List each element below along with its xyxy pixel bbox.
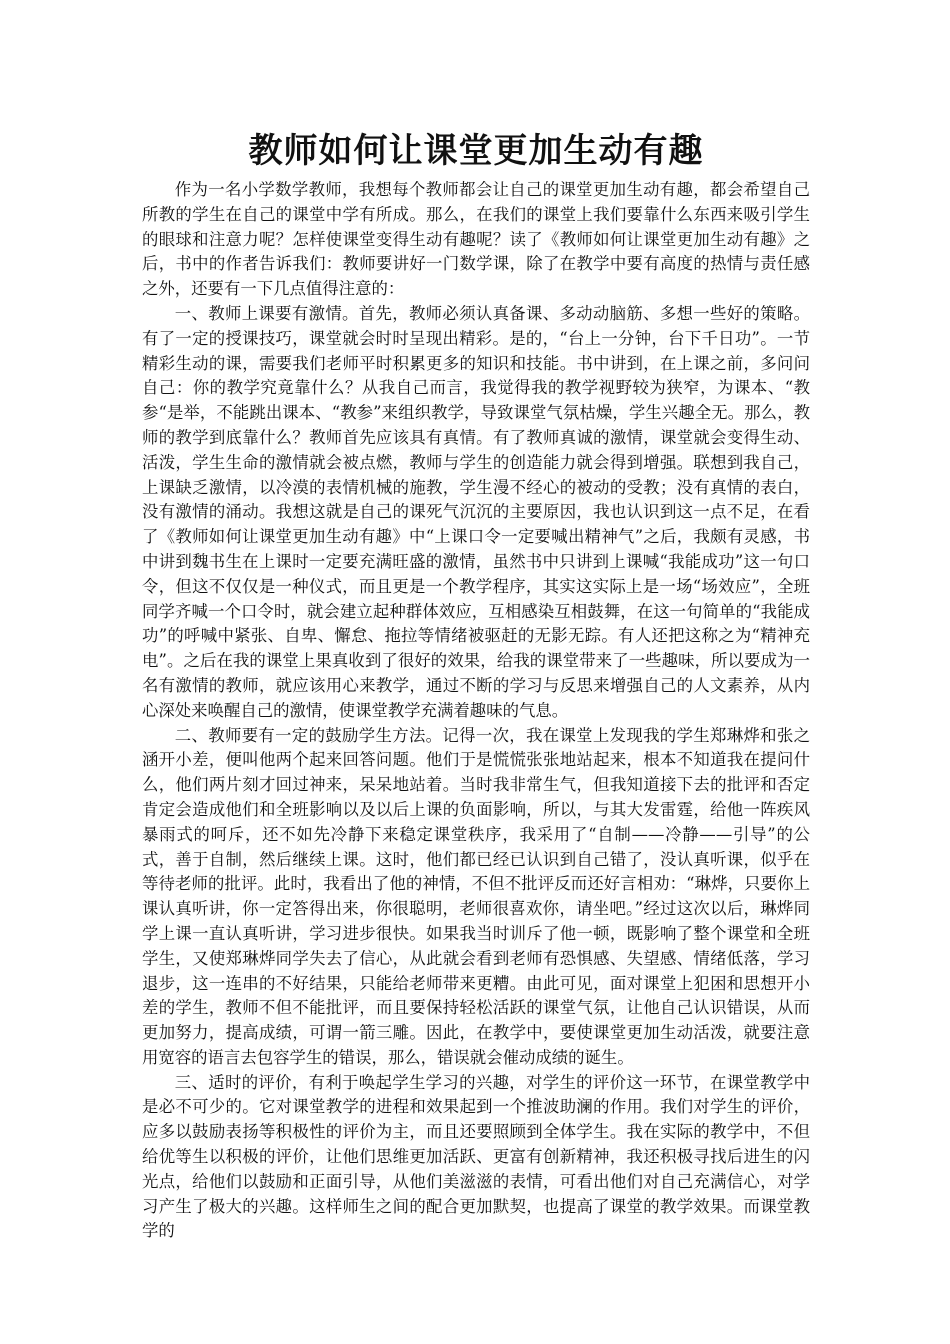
document-title: 教师如何让课堂更加生动有趣 — [248, 131, 704, 171]
intro-paragraph: 作为一名小学数学教师，我想每个教师都会让自己的课堂更加生动有趣，都会希望自己所教的学生在自己的课堂中学有所成。那么，在我们的课堂上我们要靠什么东西来吸引学生的眼球和注意力呢？怎样使课堂变得生动有趣呢？读了《教师如何让课堂更加生动有趣》之后，书中的作者告诉我们：教师要讲好一门数学课，除了在教学中要有高度的热情与责任感之外，还要有一下几点值得注意的： — [142, 180, 810, 299]
document-page — [142, 128, 810, 1244]
section-one-paragraph: 一、教师上课要有激情。首先，教师必须认真备课、多动动脑筋、多想一些好的策略。有了一定的授课技巧，课堂就会时时呈现出精彩。是的，“台上一分钟，台下千日功”。一节精彩生动的课，需要我们老师平时积累更多的知识和技能。书中讲到，在上课之前，多问问自己：你的教学究竟靠什么？从我自己而言，我觉得我的教学视野较为狭窄，为课本、“教参“是举，不能跳出课本、“教参”来组织教学，导致课堂气氛枯燥，学生兴趣全无。那么，教师的教学到底靠什么？教师首先应该具有真情。有了教师真诚的激情，课堂就会变得生动、活泼，学生生命的激情就会被点燃，教师与学生的创造能力就会得到增强。联想到我自己，上课缺乏激情，以冷漠的表情机械的施教，学生漫不经心的被动的受教；没有真情的表白，没有激情的涌动。我想这就是自己的课死气沉沉的主要原因，我也认识到这一点不足，在看了《教师如何让课堂更加生动有趣》中“上课口令一定要喊出精神气”之后，我颇有灵感，书中讲到魏书生在上课时一定要充满旺盛的激情，虽然书中只讲到上课喊“我能成功”这一句口令，但这不仅仅是一种仪式，而且更是一个教学程序，其实这实际上是一场“场效应”，全班同学齐喊一个口令时，就会建立起种群体效应，互相感染互相鼓舞，在这一句简单的“我能成功”的呼喊中紧张、自卑、懈怠、拖拉等情绪被驱赶的无影无踪。有人还把这称之为“精神充电”。之后在我的课堂上果真收到了很好的效果，给我的课堂带来了一些趣味，所以要成为一名有激情的教师，就应该用心来教学，通过不断的学习与反思来增强自己的人文素养，从内心深处来唤醒自己的激情，使课堂教学充满着趣味的气息。 — [142, 303, 810, 720]
section-three-paragraph: 三、适时的评价，有利于唤起学生学习的兴趣，对学生的评价这一环节，在课堂教学中是必不可少的。它对课堂教学的进程和效果起到一个推波助澜的作用。我们对学生的评价，应多以鼓励表扬等积极性的评价为主，而且还要照顾到全体学生。我在实际的教学中，不但给优等生以积极的评价，让他们思维更加活跃、更富有创新精神，我还积极寻找后进生的闪光点，给他们以鼓励和正面引导，从他们美滋滋的表情，可看出他们对自己充满信心，对学习产生了极大的兴趣。这样师生之间的配合更加默契，也提高了课堂的教学效果。而课堂教学的 — [142, 1072, 810, 1241]
section-two-paragraph: 二、教师要有一定的鼓励学生方法。记得一次，我在课堂上发现我的学生郑琳烨和张之涵开小差，便叫他两个起来回答问题。他们于是慌慌张张地站起来，根本不知道我在提问什么，他们两片刻才回过神来，呆呆地站着。当时我非常生气，但我知道接下去的批评和否定肯定会造成他们和全班影响以及以后上课的负面影响，所以，与其大发雷霆，给他一阵疾风暴雨式的呵斥，还不如先冷静下来稳定课堂秩序，我采用了“自制——冷静——引导”的公式，善于自制，然后继续上课。这时，他们都已经已认识到自己错了，没认真听课，似乎在等待老师的批评。此时，我看出了他的神情，不但不批评反而还好言相劝：“琳烨，只要你上课认真听讲，你一定答得出来，你很聪明，老师很喜欢你，请坐吧。”经过这次以后，琳烨同学上课一直认真听讲，学习进步很快。如果我当时训斥了他一顿，既影响了整个课堂和全班学生，又使郑琳烨同学失去了信心，从此就会看到老师有恐惧感、失望感、情绪低落，学习退步，这一连串的不好结果，只能给老师带来更糟。由此可见，面对课堂上犯困和思想开小差的学生，教师不但不能批评，而且要保持轻松活跃的课堂气氛，让他自己认识错误，从而更加努力，提高成绩，可谓一箭三雕。因此，在教学中，要使课堂更加生动活泼，就要注意用宽容的语言去包容学生的错误，那么，错误就会催动成绩的诞生。 — [142, 725, 810, 1067]
